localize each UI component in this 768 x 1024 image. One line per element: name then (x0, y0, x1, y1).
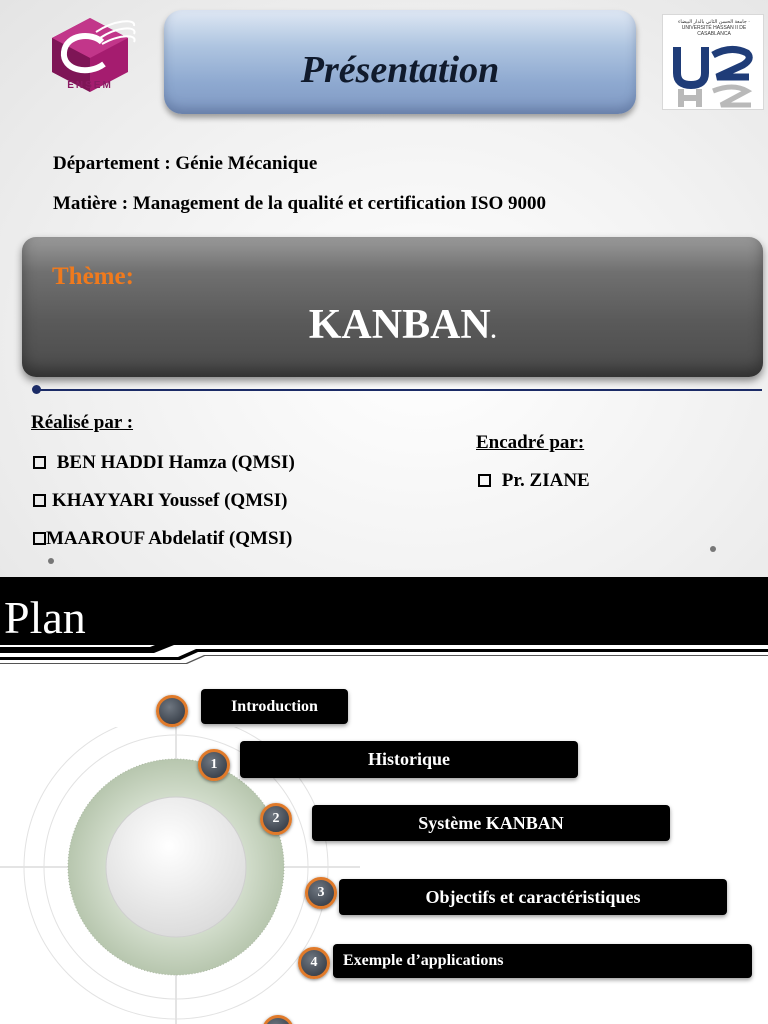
subject-line: Matière : Management de la qualité et certification ISO 9000 (53, 193, 547, 214)
uh2c-logo (662, 14, 764, 110)
section-divider (36, 389, 762, 391)
team-member (33, 528, 292, 550)
checkbox-square-icon (33, 532, 46, 545)
team-member-name: MAAROUF Abdelatif (QMSI) (46, 528, 293, 549)
plan-item-label: Historique (367, 749, 450, 769)
plan-item-label: Introduction (231, 697, 318, 715)
plan-number-badge: 3 (305, 877, 337, 909)
plan-number-badge: 1 (198, 749, 230, 781)
supervisor-heading: Encadré par: (476, 432, 585, 453)
theme-banner (22, 237, 763, 377)
plan-item-historique[interactable] (240, 741, 578, 778)
supervisor (478, 470, 590, 492)
checkbox-square-icon (33, 456, 46, 469)
theme-label: Thème: (52, 263, 134, 290)
theme-value-text: KANBAN (308, 302, 491, 348)
team-member (33, 490, 287, 512)
team-member (33, 452, 295, 474)
plan-number-badge: 2 (260, 803, 292, 835)
plan-item-systeme-kanban[interactable] (312, 805, 670, 841)
banner-title: Présentation (300, 49, 500, 91)
decor-dot (710, 546, 716, 552)
plan-slide (0, 577, 768, 1024)
uh2c-logo-icon (663, 15, 765, 111)
divider-dot (32, 385, 41, 394)
ensem-logo-text: ENSEM (67, 80, 113, 91)
header-stripes-icon (0, 639, 768, 669)
decor-dot (48, 558, 54, 564)
checkbox-square-icon (478, 474, 491, 487)
plan-number-badge: 4 (298, 947, 330, 979)
team-heading: Réalisé par : (31, 412, 134, 433)
intro-bullet-icon (156, 695, 188, 727)
plan-item-introduction[interactable] (201, 689, 348, 724)
team-member-name: KHAYYARI Youssef (QMSI) (52, 490, 288, 511)
plan-item-label: Exemple d’applications (343, 952, 504, 969)
plan-item-label: Système KANBAN (418, 812, 564, 833)
plan-item-label: Objectifs et caractéristiques (425, 886, 641, 907)
theme-value-suffix: . (490, 318, 497, 343)
department-line: Département : Génie Mécanique (53, 153, 318, 174)
plan-item-exemple[interactable] (333, 944, 752, 978)
presentation-banner (164, 10, 636, 114)
plan-title: Plan (4, 592, 86, 643)
theme-value (22, 301, 763, 349)
team-member-name: BEN HADDI Hamza (QMSI) (56, 452, 295, 473)
plan-item-objectifs[interactable] (339, 879, 727, 915)
supervisor-name: Pr. ZIANE (501, 470, 590, 491)
plan-header-bar (0, 577, 768, 645)
checkbox-square-icon (33, 494, 46, 507)
uh2c-logo-header: جامعة الحسن الثاني بالدار البيضاء · UNIVERSITÉ HASSAN II DE CASABLANCA (678, 19, 750, 37)
